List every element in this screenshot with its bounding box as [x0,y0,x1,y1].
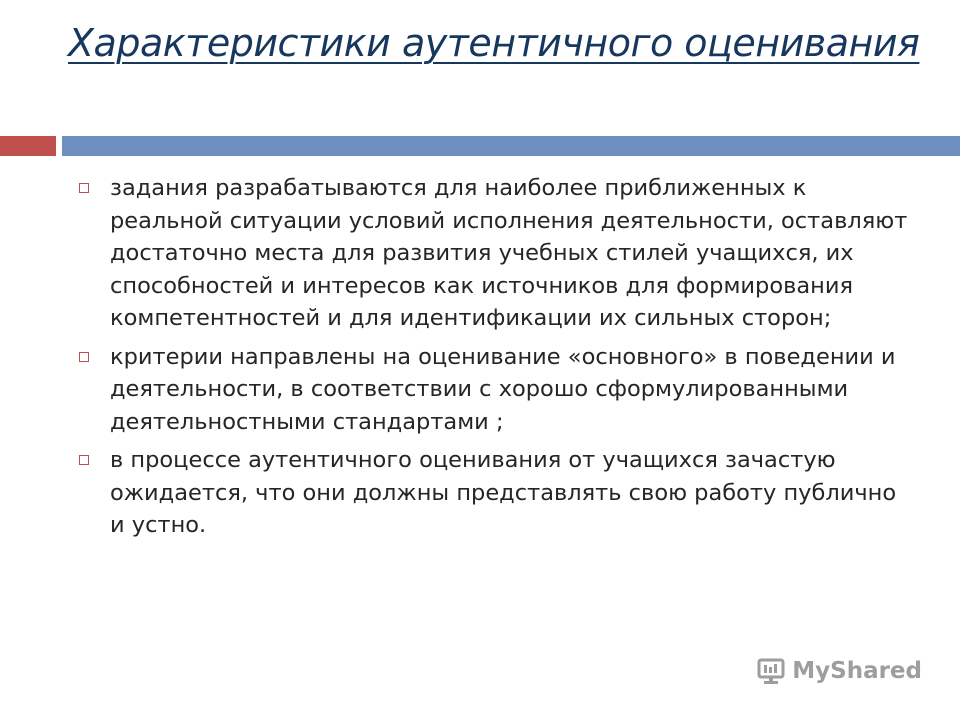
square-bullet-icon [79,455,89,465]
bullet-text: критерии направлены на оценивание «основного» в поведении и деятельности, в соответствии с хорошо сформулированными деятельностными стандартами ; [110,343,896,435]
presentation-screen-icon [756,656,786,686]
slide-title: Характеристики аутентичного оценивания [68,21,920,65]
bullet-item [74,341,914,439]
bullet-item [74,444,914,542]
square-bullet-icon [79,352,89,362]
watermark-text: MyShared [792,658,922,684]
bullet-item [74,172,914,335]
accent-bar [0,136,56,156]
square-bullet-icon [79,183,89,193]
bullet-list [74,172,914,548]
title-divider-bar [62,136,960,156]
mysharded-watermark [756,656,922,686]
bullet-text: задания разрабатываются для наиболее приближенных к реальной ситуации условий исполнения деятельности, оставляют достаточно места для развития учебных стилей учащихся, их способностей и интересов как источников для формирования компетентностей и для идентификации их сильных сторон; [110,175,908,331]
bullet-text: в процессе аутентичного оценивания от учащихся зачастую ожидается, что они должны представлять свою работу публично и устно. [110,447,897,538]
